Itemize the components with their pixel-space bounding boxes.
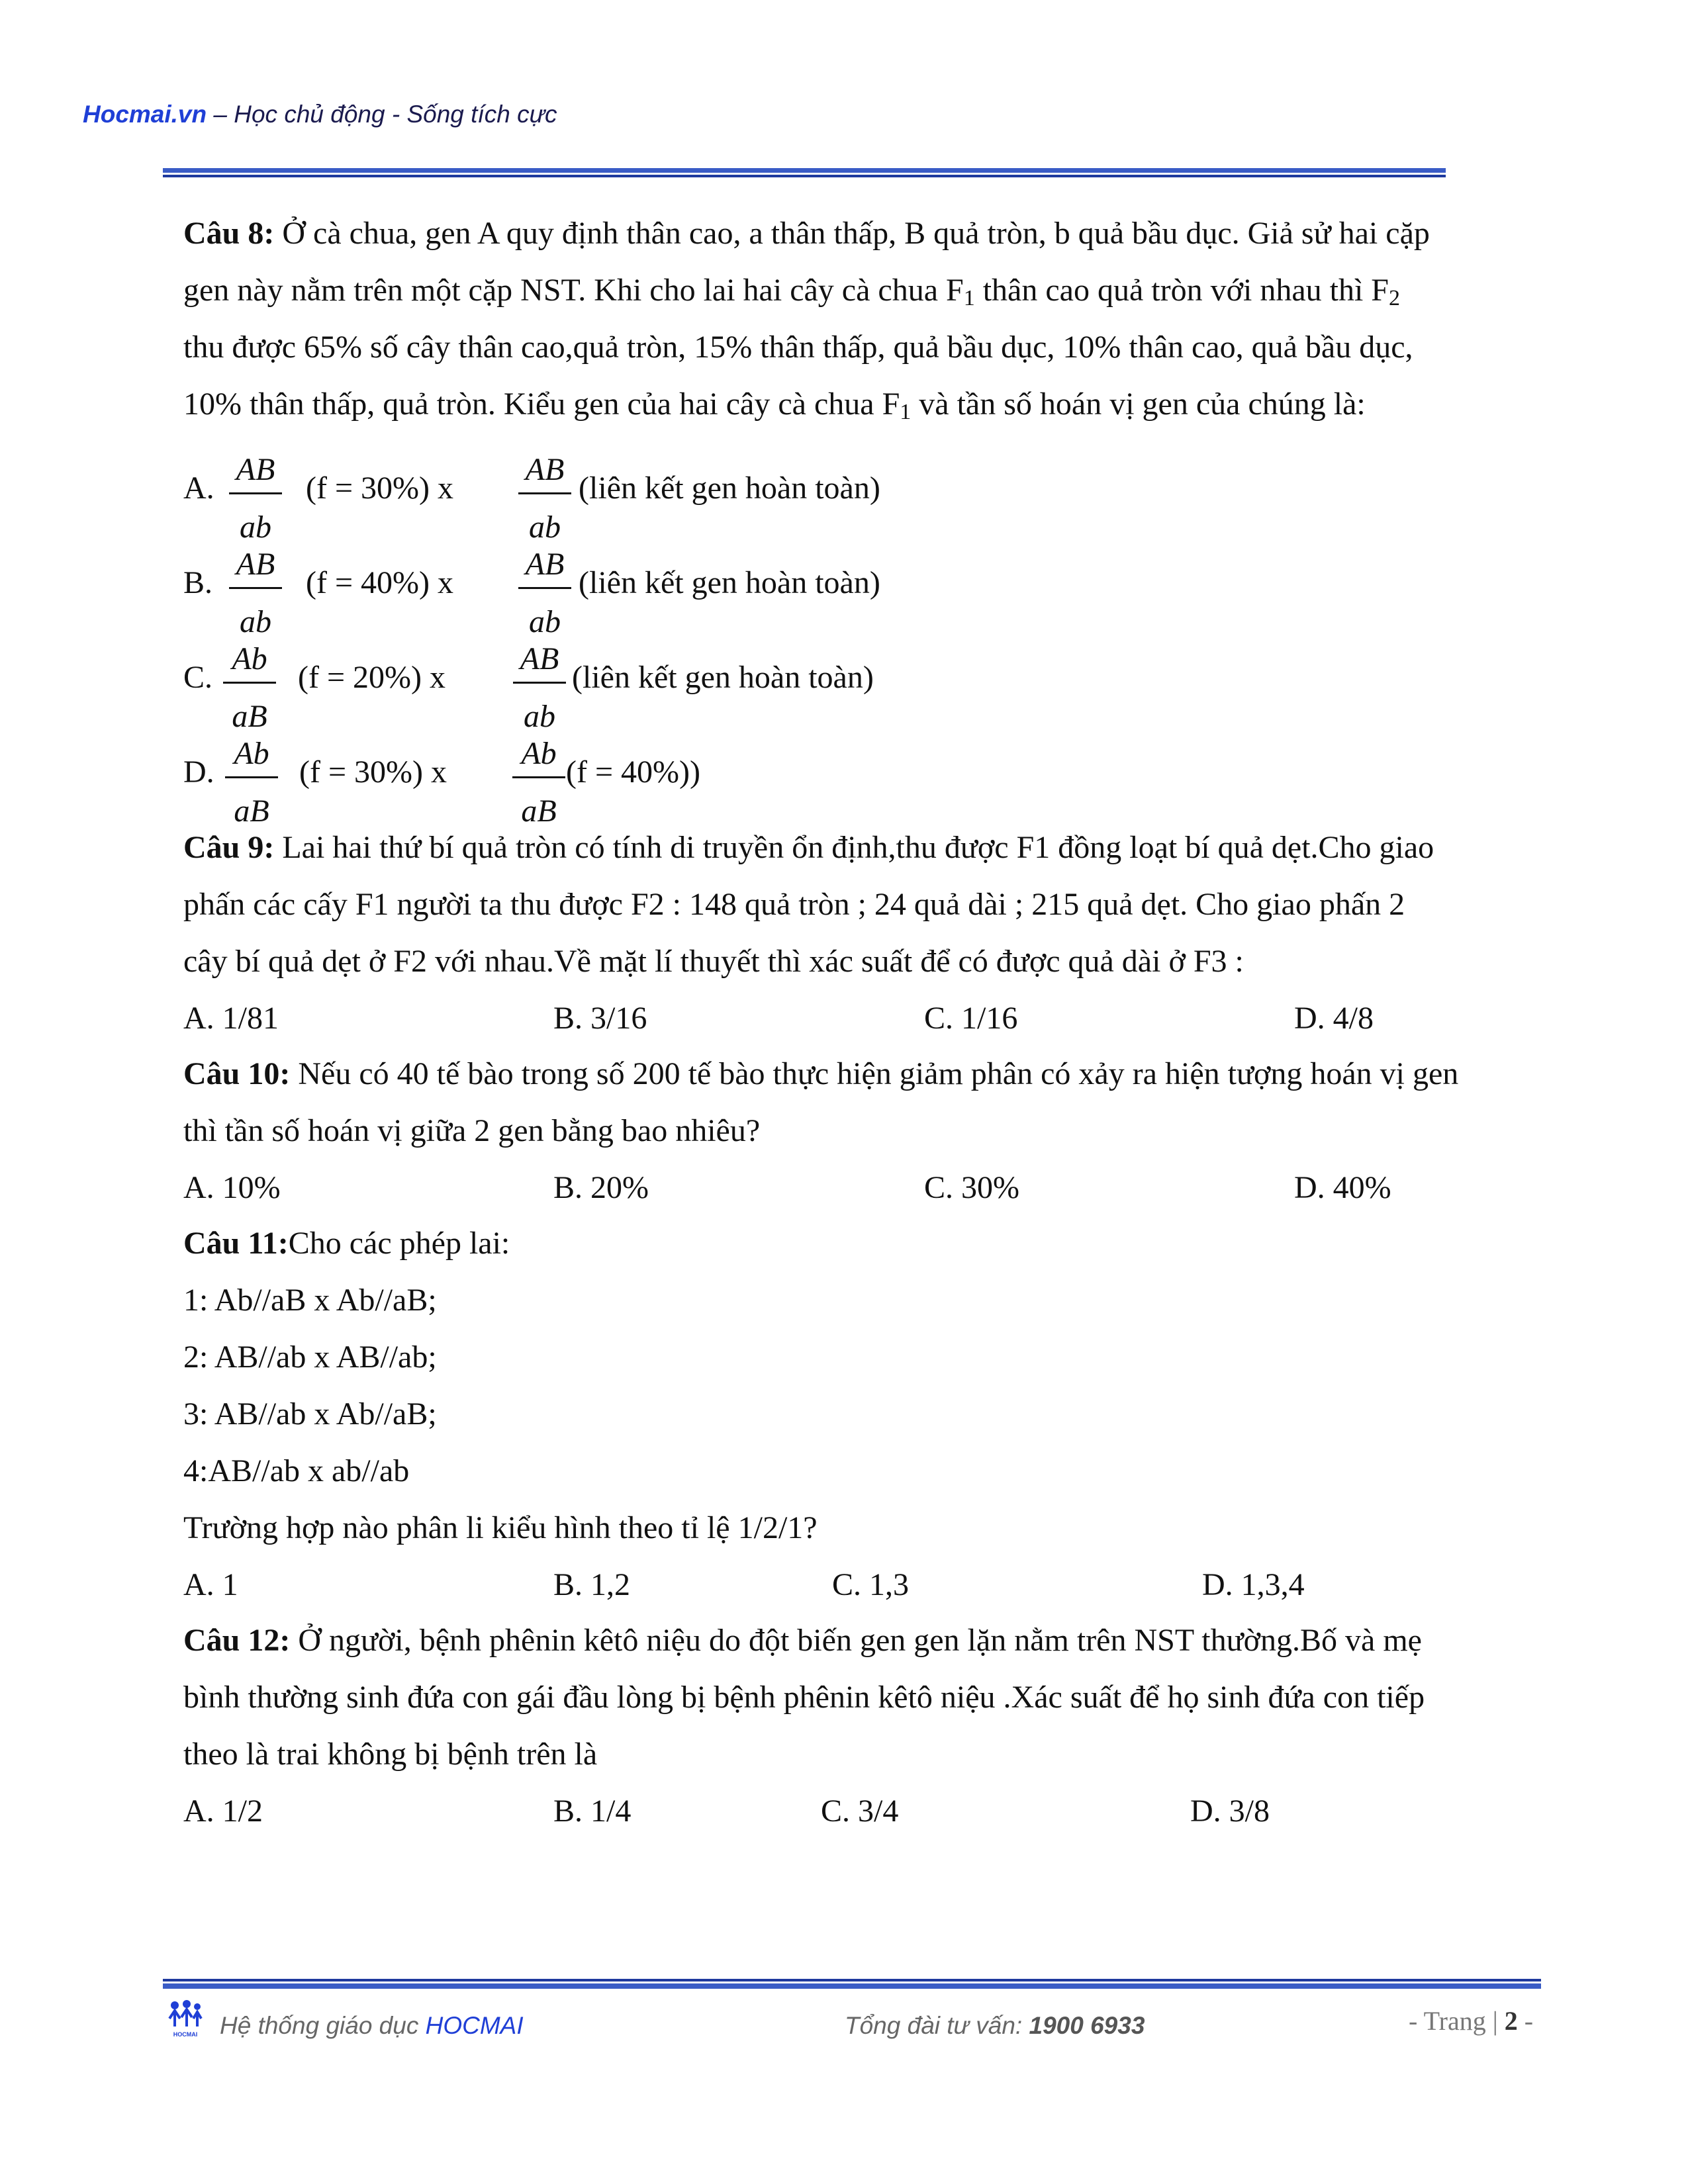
q10-answer-b[interactable]: B. 20% (553, 1170, 649, 1205)
hocmai-logo-icon (167, 1999, 204, 2038)
q8-line-1 (183, 205, 1540, 262)
fraction-numerator: Ab (223, 641, 276, 684)
q10-answer-d[interactable]: D. 40% (1294, 1170, 1391, 1205)
fraction-numerator: AB (518, 451, 571, 494)
q10-text-1: Nếu có 40 tế bào trong số 200 tế bào thực hiện giảm phân có xảy ra hiện tượng hoán vị gen (290, 1056, 1459, 1091)
q8-line-3: thu được 65% số cây thân cao,quả tròn, 15% thân thấp, quả bầu dục, 10% thân cao, quả bầu dục, (183, 330, 1413, 365)
q8-option-b-genotype-2 (518, 546, 571, 641)
q8-option-d-freq: (f = 30%) x (299, 754, 447, 790)
q10-answer-c[interactable]: C. 30% (924, 1170, 1019, 1205)
q8-sub-f1b: 1 (900, 400, 912, 424)
q8-option-a-genotype-1 (229, 451, 282, 546)
q9-text-1: Lai hai thứ bí quả tròn có tính di truyền ổn định,thu được F1 đồng loạt bí quả dẹt.Cho giao (274, 830, 1434, 865)
fraction-numerator: AB (518, 546, 571, 589)
fraction-numerator: AB (229, 451, 282, 494)
q12-answer-d[interactable]: D. 3/8 (1190, 1794, 1270, 1829)
q10-label: Câu 10: (183, 1056, 291, 1091)
q8-option-d-tail: (f = 40%)) (566, 754, 700, 790)
fraction-denominator: aB (232, 699, 267, 734)
q8-option-d-letter[interactable]: D. (183, 754, 214, 790)
q11-line-1 (183, 1215, 1540, 1272)
header-line (83, 101, 557, 128)
q8-line-4 (183, 376, 1540, 441)
fraction-denominator: ab (529, 510, 561, 545)
header-divider (163, 168, 1446, 173)
q11-cross-4: 4:AB//ab x ab//ab (183, 1453, 410, 1488)
fraction-numerator: AB (513, 641, 566, 684)
q8-text-4a: 10% thân thấp, quả tròn. Kiểu gen của hai cây cà chua F (183, 387, 900, 422)
q11-intro: Cho các phép lai: (288, 1226, 510, 1261)
fraction-numerator: Ab (512, 735, 565, 778)
q8-option-a-letter[interactable]: A. (183, 471, 214, 506)
logo-text: HOCMAI (173, 2031, 198, 2038)
fraction-denominator: ab (524, 699, 555, 734)
q9-answer-b[interactable]: B. 3/16 (553, 1001, 647, 1036)
q12-text-1: Ở người, bệnh phênin kêtô niệu do đột biến gen gen lặn nằm trên NST thường.Bố và mẹ (290, 1623, 1422, 1658)
q8-option-a-freq: (f = 30%) x (306, 471, 454, 506)
q8-option-d-genotype-2 (512, 735, 565, 830)
q10-answer-a[interactable]: A. 10% (183, 1170, 281, 1205)
fraction-denominator: ab (240, 510, 271, 545)
q8-option-b-tail: (liên kết gen hoàn toàn) (579, 565, 880, 600)
q9-answer-c[interactable]: C. 1/16 (924, 1001, 1018, 1036)
q11-answer-d[interactable]: D. 1,3,4 (1202, 1567, 1305, 1602)
q12-line-2: bình thường sinh đứa con gái đầu lòng bị bệnh phênin kêtô niệu .Xác suất để họ sinh đứa con tiếp (183, 1680, 1425, 1715)
q11-cross-2: 2: AB//ab x AB//ab; (183, 1340, 437, 1375)
q8-sub-f1: 1 (963, 286, 975, 310)
q12-label: Câu 12: (183, 1623, 291, 1658)
q8-sub-f2: 2 (1388, 286, 1400, 310)
q9-label: Câu 9: (183, 830, 275, 865)
brand-link[interactable]: Hocmai.vn (83, 101, 207, 128)
q11-answer-b[interactable]: B. 1,2 (553, 1567, 631, 1602)
footer-divider (163, 1983, 1541, 1989)
fraction-denominator: aB (521, 794, 557, 829)
header-tagline: – Học chủ động - Sống tích cực (207, 101, 557, 128)
q10-line-1 (183, 1046, 1540, 1103)
page-suffix: - (1517, 2006, 1534, 2036)
q12-line-1 (183, 1612, 1540, 1669)
q11-answer-c[interactable]: C. 1,3 (832, 1567, 910, 1602)
footer-divider-thin (163, 1979, 1541, 1981)
header-divider-thin (163, 175, 1446, 177)
fraction-denominator: ab (529, 604, 561, 639)
footer-system-label: Hệ thống giáo dục (220, 2012, 426, 2039)
q11-question: Trường hợp nào phân li kiểu hình theo tỉ lệ 1/2/1? (183, 1510, 818, 1545)
footer-hotline-label: Tổng đài tư vấn: (845, 2012, 1029, 2039)
fraction-denominator: aB (234, 794, 269, 829)
q9-line-3: cây bí quả dẹt ở F2 với nhau.Về mặt lí thuyết thì xác suất để có được quả dài ở F3 : (183, 944, 1244, 979)
q11-label: Câu 11: (183, 1226, 289, 1261)
q8-option-d-genotype-1 (225, 735, 278, 830)
q8-option-a-genotype-2 (518, 451, 571, 546)
q8-option-b-freq: (f = 40%) x (306, 565, 454, 600)
footer-brand[interactable]: HOCMAI (425, 2012, 524, 2039)
page-prefix: - Trang | (1409, 2006, 1505, 2036)
q8-option-b-letter[interactable]: B. (183, 565, 213, 600)
q8-label: Câu 8: (183, 216, 275, 251)
q9-line-1 (183, 819, 1540, 876)
q8-option-c-freq: (f = 20%) x (298, 660, 446, 695)
q11-answer-a[interactable]: A. 1 (183, 1567, 238, 1602)
footer-hotline-number[interactable]: 1900 6933 (1029, 2012, 1145, 2039)
q8-text-4b: và tần số hoán vị gen của chúng là: (911, 387, 1366, 422)
q8-option-a-tail: (liên kết gen hoàn toàn) (579, 471, 880, 506)
q8-option-c-genotype-1 (223, 641, 276, 735)
q10-line-2: thì tần số hoán vị giữa 2 gen bằng bao nhiêu? (183, 1113, 761, 1148)
q12-answer-a[interactable]: A. 1/2 (183, 1794, 263, 1829)
q11-cross-1: 1: Ab//aB x Ab//aB; (183, 1283, 437, 1318)
q9-answer-a[interactable]: A. 1/81 (183, 1001, 279, 1036)
q8-option-c-tail: (liên kết gen hoàn toàn) (572, 660, 874, 695)
q8-line-2 (183, 262, 1540, 327)
q8-option-c-letter[interactable]: C. (183, 660, 213, 695)
fraction-numerator: Ab (225, 735, 278, 778)
q9-answer-d[interactable]: D. 4/8 (1294, 1001, 1374, 1036)
q12-answer-b[interactable]: B. 1/4 (553, 1794, 632, 1829)
q8-option-c-genotype-2 (513, 641, 566, 735)
q8-text-1: Ở cà chua, gen A quy định thân cao, a thân thấp, B quả tròn, b quả bầu dục. Giả sử hai cặp (274, 216, 1430, 251)
q8-option-b-genotype-1 (229, 546, 282, 641)
q9-line-2: phấn các cấy F1 người ta thu được F2 : 148 quả tròn ; 24 quả dài ; 215 quả dẹt. Cho giao phấn 2 (183, 887, 1405, 922)
q8-text-2a: gen này nằm trên một cặp NST. Khi cho lai hai cây cà chua F (183, 273, 964, 308)
fraction-numerator: AB (229, 546, 282, 589)
footer-system (220, 2012, 524, 2040)
page-number-value: 2 (1504, 2006, 1518, 2036)
fraction-denominator: ab (240, 604, 271, 639)
page-number (1409, 2005, 1533, 2036)
q12-line-3: theo là trai không bị bệnh trên là (183, 1737, 598, 1772)
q11-cross-3: 3: AB//ab x Ab//aB; (183, 1396, 437, 1432)
q12-answer-c[interactable]: C. 3/4 (821, 1794, 899, 1829)
q8-text-2b: thân cao quả tròn với nhau thì F (974, 273, 1389, 308)
footer-hotline (845, 2012, 1145, 2040)
